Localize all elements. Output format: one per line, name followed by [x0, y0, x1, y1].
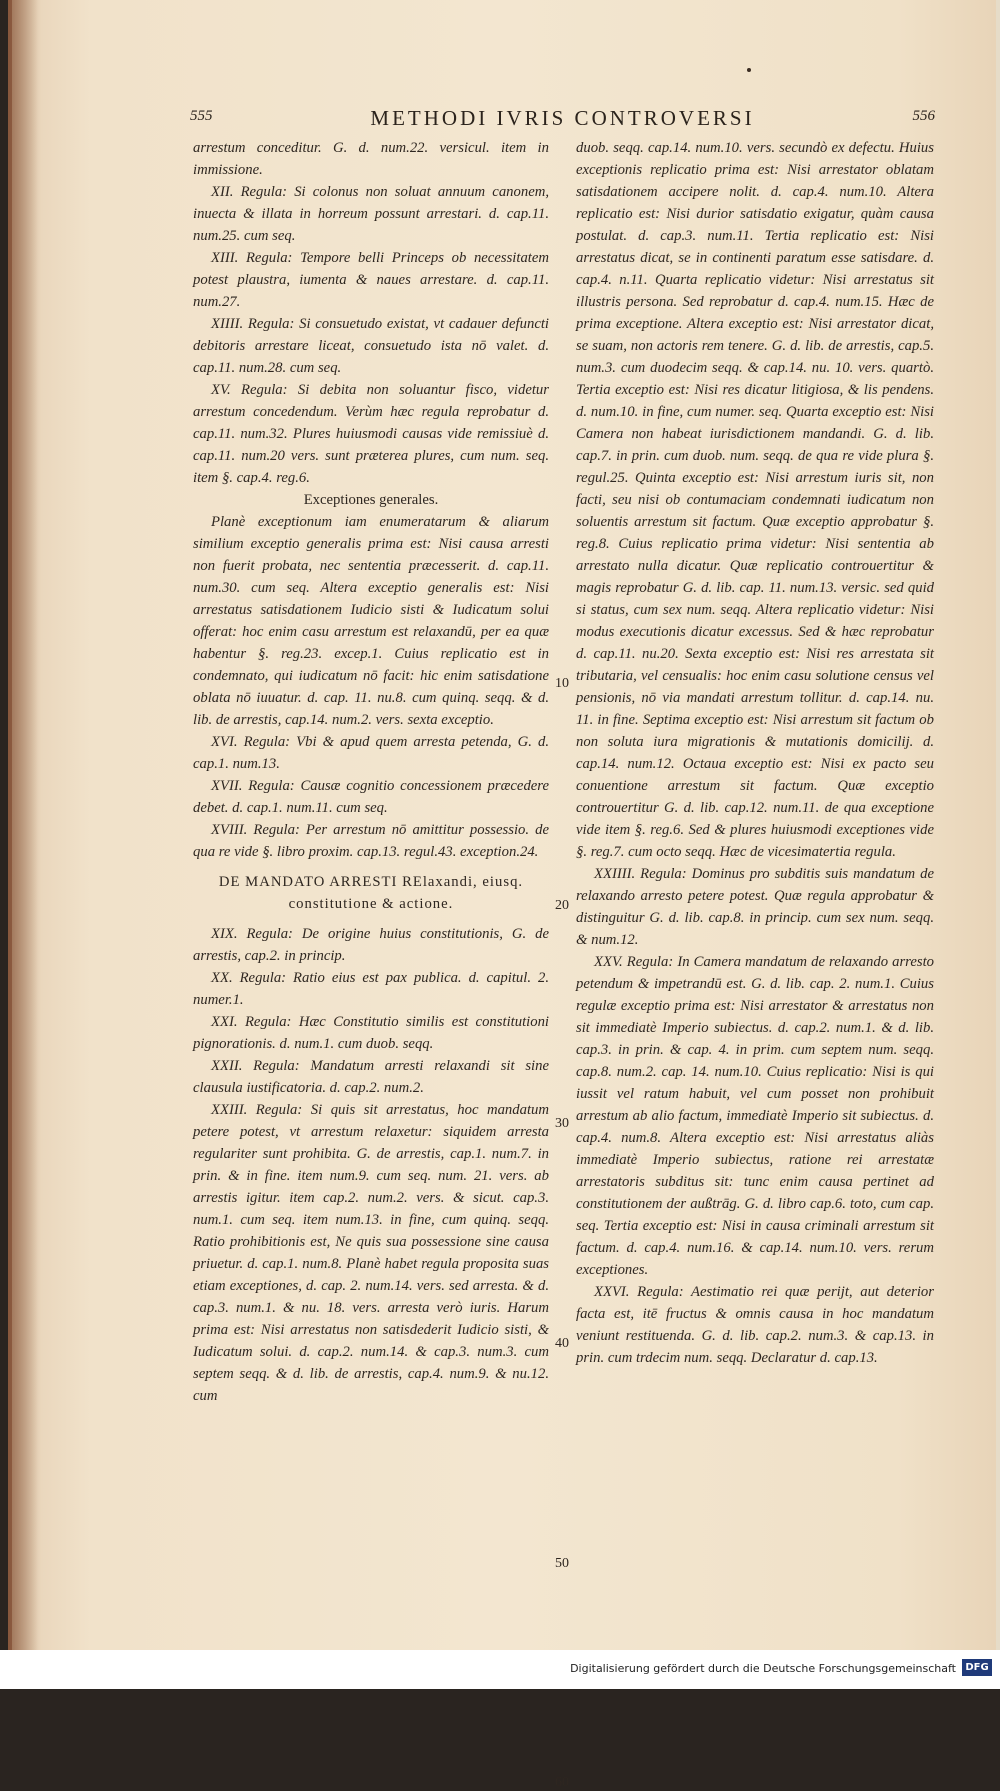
paragraph: XIII. Regula: Tempore belli Princeps ob necessitatem potest plaustra, iumenta & naues arrestare. d. cap.11. num.27.	[193, 250, 549, 310]
page-header	[190, 108, 935, 136]
dfg-logo: DFG	[962, 1659, 992, 1676]
paragraph: XXII. Regula: Mandatum arresti relaxandi sit sine clausula iustificatoria. d. cap.2. num.2.	[193, 1058, 549, 1096]
section-heading: DE MANDATO ARRESTI RElaxandi, eiusq. constitutione & actione.	[218, 874, 524, 912]
paragraph: XXIII. Regula: Si quis sit arrestatus, hoc mandatum petere potest, vt arrestum relaxetur: siquidem arresta regulariter sunt prohibita. G. de arrestis, cap.1. num.7. in prin. & in fine. item num.9. cum seq. num. 21. vers. ab arrestis igitur. item cap.2. num.2. vers. & sicut. cap.3. num.1. cum seq. item num.13. in fine, cum quinq. seqq. Ratio prohibitionis est, Ne quis sua possessione sine causa priuetur. d. cap.1. num.8. Planè habet regula proposita suas etiam exceptiones, d. cap. 2. num.14. vers. sed arresta. & d. cap.3. num.1. & nu. 18. vers. arresta verò iuris. Harum prima est: Nisi arrestatus non satisdederit Iudicio sisti, & Iudicatum solui. d. cap.2. num.14. & cap.3. num.3. cum septem seqq. & d. lib. de arrestis, cap.4. num.9. & nu.12. cum	[193, 1102, 549, 1404]
paragraph: XXVI. Regula: Aestimatio rei quæ perijt, aut deterior facta est, itē fructus & omnis causa in hoc mandatum veniunt restituenda. G. d. lib. cap.2. num.3. & cap.13. in prin. cum trdecim num. seqq. Declaratur d. cap.13.	[576, 1284, 934, 1366]
paragraph: XXIIII. Regula: Dominus pro subditis suis mandatum de relaxando arresto petere potest. Quæ regula approbatur & distinguitur G. d. lib. cap.8. in princip. cum sex num. seqq. & num.12.	[576, 866, 934, 948]
paragraph: XVII. Regula: Causæ cognitio concessionem præcedere debet. d. cap.1. num.11. cum seq.	[193, 778, 549, 816]
paragraph: Planè exceptionum iam enumeratarum & aliarum similium exceptio generalis prima est: Nisi causa arresti non fuerit probata, nec sententia præcesserit. d. cap.11. num.30. cum seq. Altera exceptio generalis est: Nisi arrestatus satisdationem Iudicio sisti & Iudicatum solui offerat: hoc enim casu arrestum est relaxandū, per ea quæ habentur §. reg.23. excep.1. Cuius replicatio est in condemnato, qui iudicatum nō facit: hic enim satisdatione oblata nō iuuatur. d. cap. 11. nu.8. cum quinq. seqq. & d. lib. de arrestis, cap.14. num.2. vers. sexta exceptio.	[193, 514, 549, 728]
paragraph: XXI. Regula: Hæc Constitutio similis est constitutioni pignorationis. d. num.1. cum duob. seqq.	[193, 1014, 549, 1052]
paragraph: XIIII. Regula: Si consuetudo existat, vt cadauer defuncti debitoris arrestare liceat, consuetudo ista nō valet. d. cap.11. num.28. cum seq.	[193, 316, 549, 376]
line-number: 20	[555, 898, 569, 913]
paragraph: XXV. Regula: In Camera mandatum de relaxando arresto petendum & impetrandū est. G. d. lib. cap. 2. num.1. Cuius regulæ exceptio prima est: Nisi arrestator & arrestatus non sit immediatè Imperio subiectus. d. cap.2. num.1. & d. lib. cap.3. in prin. & cap. 4. in prim. cum septem num. seqq. cap.8. num.2. cap. 14. num.10. Cuius replicatio: Nisi is qui iussit vel ratum habuit, vel cum posset non prohibuit arrestum ab alio factum, immediatè Imperio sit subiectus. d. cap.4. num.8. Altera exceptio est: Nisi arrestatus aliàs immediatè Imperio subiectus, ratione rei arrestatæ arrestatoris subditus sit: tunc enim causa pertinet ad constitutionem der außtrāg. G. d. libro cap.6. toto, cum cap. seq. Tertia exceptio est: Nisi in causa criminali arrestum sit factum. d. cap.4. num.16. & cap.14. num.10. vers. rerum exceptiones.	[576, 954, 934, 1278]
paragraph: XX. Regula: Ratio eius est pax publica. d. capitul. 2. numer.1.	[193, 970, 549, 1008]
paragraph: XIX. Regula: De origine huius constitutionis, G. de arrestis, cap.2. in princip.	[193, 926, 549, 964]
paragraph: XII. Regula: Si colonus non soluat annuum canonem, inuecta & illata in horreum possunt arrestari. d. cap.11. num.25. cum seq.	[193, 184, 549, 244]
section-heading: Exceptiones generales.	[303, 492, 439, 508]
paragraph: XVIII. Regula: Per arrestum nō amittitur possessio. de qua re vide §. libro proxim. cap.13. regul.43. exception.24.	[193, 822, 549, 860]
footer-bar	[0, 1650, 1000, 1689]
right-column	[576, 137, 934, 1369]
spine-shadow	[8, 0, 38, 1650]
line-number: 30	[555, 1116, 569, 1131]
line-number: 60	[555, 1775, 569, 1790]
left-column	[193, 137, 549, 1407]
page-edge	[996, 0, 1000, 1650]
paragraph: arrestum conceditur. G. d. num.22. versicul. item in immissione.	[193, 140, 549, 178]
page-number-right: 556	[912, 108, 935, 124]
paragraph: XVI. Regula: Vbi & apud quem arresta petenda, G. d. cap.1. num.13.	[193, 734, 549, 772]
line-number: 10	[555, 676, 569, 691]
line-number: 40	[555, 1336, 569, 1351]
paragraph: XV. Regula: Si debita non soluantur fisco, videtur arrestum concedendum. Verùm hæc regula reprobatur d. cap.11. num.32. Plures huiusmodi causas vide remissiuè d. cap.11. num.20 vers. sunt præterea plures, cum num. seq. item §. cap.4. reg.6.	[193, 382, 549, 486]
ink-spot	[747, 68, 751, 72]
page-number-left: 555	[190, 108, 213, 124]
paragraph: duob. seqq. cap.14. num.10. vers. secundò ex defectu. Huius exceptionis replicatio prima est: Nisi arrestator oblatam satisdationem accipere nolit. d. cap.4. num.10. Altera replicatio est: Nisi durior satisdatio exigatur, quàm causa postulat. d. cap.3. num.11. Tertia replicatio est: Nisi arrestatus dicat, se in continenti paratum esse satisdare. d. cap.4. n.11. Quarta replicatio videtur: Nisi arrestatus sit illustris persona. Sed reprobatur d. cap.4. num.15. Hæc de prima exceptione. Altera exceptio est: Nisi arrestator dicat, se suam, non actoris rem tenere. G. d. lib. de arrestis, cap.5. num.3. cum duodecim seqq. & cap.14. nu. 10. vers. quartò. Tertia exceptio est: Nisi res dicatur litigiosa, & lis pendens. d. num.10. in fine, cum numer. seq. Quarta exceptio est: Nisi Camera non habeat iurisdictionem mandandi. G. d. lib. cap.7. in prin. cum duob. num. seqq. de qua re vide plura §. regul.25. Quinta exceptio est: Nisi arrestum iuris sit, non facti, seu nisi ob contumaciam condemnati iudicatum non soluentis arrestum sit factum. Quæ exceptio approbatur §. reg.8. Cuius replicatio prima videtur: Nisi sententia ab arrestato nulla dicatur. Quæ replicatio controuertitur & magis reprobatur G. d. lib. cap. 11. num.13. versic. sed quid si status, cum sex num. seqq. Altera replicatio videtur: Nisi modus executionis dicatur excessus. Sed & hæc reprobatur d. cap.11. nu.20. Sexta exceptio est: Nisi res arrestata sit tributaria, vel censualis: hoc enim casu solutione census vel pensionis, nō via mandati arrestum tollitur. d. cap.14. nu. 11. in fine. Septima exceptio est: Nisi arrestum sit factum ob non soluta iura migrationis & mutationis domicilij. d. cap.14. num.12. Octaua exceptio est: Nisi ex pacto seu conuentione arrestum sit factum. Quæ exceptio controuertitur G. d. lib. cap.12. num.11. de qua exceptione vide item §. reg.6. Sed & plures huiusmodi exceptiones vide §. reg.7. cum octo seqq. Hæc de vicesimatertia regula.	[576, 140, 934, 860]
funding-credit: Digitalisierung gefördert durch die Deutsche Forschungsgemeinschaft	[570, 1662, 956, 1675]
running-title: METHODI IVRIS CONTROVERSI	[370, 106, 755, 130]
line-number: 50	[555, 1556, 569, 1571]
